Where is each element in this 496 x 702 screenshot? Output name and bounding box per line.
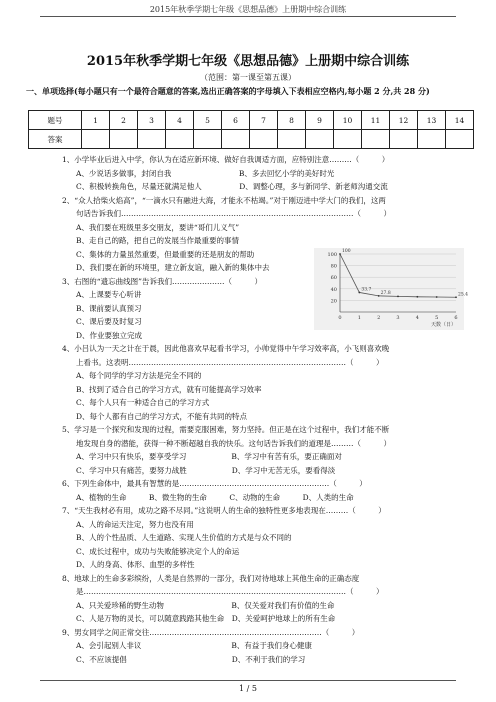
data-label: 100 (342, 249, 351, 254)
table-number-cell: 13 (418, 111, 446, 130)
answer-option: D、每个人都有自己的学习方式，不能有共同的特点 (76, 411, 248, 421)
answer-cell[interactable] (194, 130, 222, 149)
answer-option: C、积极转换角色，尽量还就满足他人 D、调整心理，多与新同学、新老师沟通交流 (76, 182, 388, 191)
y-tick-label: 60 (330, 275, 337, 282)
question-stem: 1、小学毕业后进入中学，你认为在适应新环境、做好自我调适方面，应特别注意………（ ） (62, 155, 390, 164)
x-tick-label: 2 (377, 315, 381, 321)
answer-option: A、少说话多做事，封闭自我 B、多去回忆小学的美好时光 (76, 168, 335, 178)
answer-cell[interactable] (446, 130, 474, 149)
data-point (397, 295, 399, 297)
question-stem: 6、下列生命体中，最具有智慧的是……………………………………………………（ ） (62, 479, 367, 488)
answer-cell[interactable] (390, 130, 418, 149)
table-number-cell: 1 (82, 111, 110, 130)
data-point (358, 292, 360, 294)
table-number-cell: 3 (138, 111, 166, 130)
document-title: 2015年秋季学期七年级《思想品德》上册期中综合训练 (86, 54, 410, 69)
answer-cell[interactable] (222, 130, 250, 149)
answer-option: C、成长过程中，成功与失败能够决定个人的命运 (76, 546, 240, 556)
forgetting-curve-chart (314, 248, 469, 330)
table-number-cell: 12 (390, 111, 418, 130)
answer-option: C、集体的力量虽然重要，但最重要的还是朋友的帮助 (76, 249, 255, 259)
answer-option: D、人的身高、体形、血型的多样性 (76, 560, 195, 569)
x-tick-label: 3 (396, 315, 400, 321)
answer-option: A、人的命运天注定，努力也没有用 (76, 519, 194, 529)
answer-option: B、找到了适合自己的学习方式，就有可能提高学习效率 (76, 384, 262, 394)
answer-cell[interactable] (166, 130, 194, 149)
table-number-cell: 14 (446, 111, 474, 130)
answer-cell[interactable] (138, 130, 166, 149)
answer-option: C、课后要及时复习 (76, 317, 142, 326)
answer-cell[interactable] (418, 130, 446, 149)
question-stem: 4、小吕认为一天之计在于晨，因此他喜欢早起看书学习，小帅觉得中午学习效率高，小飞则喜欢晚 (62, 344, 390, 353)
x-axis-label: 天数（日） (430, 322, 456, 328)
answer-option: A、我们要在班级里多交朋友，要讲“哥们儿义气” (76, 222, 240, 232)
question-stem: 3、右图的“遗忘曲线图”告诉我们…………………（ ） (62, 276, 262, 286)
answer-option: A、会引起别人非议 B、有益于我们身心健康 (76, 641, 312, 650)
answer-option: C、学习中只有痛苦，要努力战胜 D、学习中无苦无乐，要看得淡 (76, 465, 336, 475)
answer-option: D、作业要独立完成 (76, 330, 143, 340)
answer-cell[interactable] (250, 130, 278, 149)
answer-option: C、不应该提倡 D、不利于我们的学习 (76, 654, 306, 664)
y-tick-label: 40 (330, 286, 337, 293)
footer-divider (40, 680, 456, 681)
x-tick-label: 5 (435, 315, 439, 321)
data-label: 33.7 (361, 287, 372, 293)
answer-option: C、每个人只有一种适合自己的学习方式 (76, 398, 210, 407)
answer-table (28, 110, 474, 149)
table-number-cell: 11 (362, 111, 390, 130)
data-point (339, 253, 341, 255)
answer-cell[interactable] (306, 130, 334, 149)
page-number: 1 / 5 (239, 684, 257, 693)
question-stem: 7、“天生我材必有用，成功之路不尽同。”这说明人的生命的独特性更多地表现在………（ ） (62, 506, 386, 515)
question-stem: 2、“众人拾柴火焰高”，“一滴水只有融进大海，才能永不枯竭。”对于刚迈进中学大门的我们，这两 (62, 195, 386, 205)
answer-option: B、课前要认真预习 (76, 303, 142, 313)
question-text: 句话告诉我们…………………………………………………………………………………（ ） (76, 209, 391, 218)
row-label-number: 题号 (29, 111, 82, 130)
answer-table-number-row (29, 111, 474, 130)
y-tick-label: 20 (330, 298, 337, 305)
question-stem: 9、男女同学之间正常交往……………………………………………………………（ ） (62, 627, 360, 637)
table-number-cell: 7 (250, 111, 278, 130)
row-label-answer: 答案 (29, 130, 82, 149)
answer-cell[interactable] (334, 130, 362, 149)
table-number-cell: 4 (166, 111, 194, 130)
answer-option: B、走自己的路，把自己的发展当作最重要的事情 (76, 236, 240, 245)
data-point (455, 296, 457, 298)
x-tick-label: 6 (454, 315, 458, 321)
table-number-cell: 5 (194, 111, 222, 130)
page-header: 2015年秋季学期七年级《思想品德》上册期中综合训练 (149, 5, 347, 14)
data-point (436, 296, 438, 298)
answer-cell[interactable] (362, 130, 390, 149)
data-label: 25.4 (458, 292, 469, 298)
answer-cell[interactable] (82, 130, 110, 149)
data-label: 27.8 (380, 290, 391, 296)
table-number-cell: 8 (278, 111, 306, 130)
x-tick-label: 0 (338, 315, 342, 321)
answer-option: A、只关爱珍稀的野生动物 B、仅关爱对我们有价值的生命 (76, 600, 335, 610)
answer-option: A、上课要专心听讲 (76, 290, 142, 299)
answer-option: C、人是万物的灵长，可以随意践踏其他生命 D、关爱呵护地球上的所有生命 (76, 614, 336, 623)
answer-option: A、植物的生命 B、微生物的生命 C、动物的生命 D、人类的生命 (76, 492, 354, 502)
answer-table-answer-row (29, 130, 474, 149)
answer-option: B、人的个性品质、人生道路、实现人生价值的方式是与众不同的 (76, 533, 292, 542)
answer-cell[interactable] (110, 130, 138, 149)
x-tick-label: 1 (357, 315, 361, 321)
answer-cell[interactable] (278, 130, 306, 149)
table-number-cell: 10 (334, 111, 362, 130)
question-text: 上看书。这表明……………………………………………………………………………（ ） (76, 357, 384, 367)
answer-option: A、学习中只有快乐，要享受学习 B、学习中有苦有乐，要正确面对 (76, 452, 342, 461)
section-heading: 一、单项选择(每小题只有一个最符合题意的答案,选出正确答案的字母填入下表相应空格内,每小题 2 分,共 28 分) (26, 86, 430, 96)
x-tick-label: 4 (415, 315, 419, 321)
data-point (378, 295, 380, 297)
header-divider (40, 16, 456, 17)
answer-option: A、每个同学的学习方法是完全不同的 (76, 371, 202, 380)
question-text: 地发现自身的潜能，获得一种不断超越自我的快乐。这句话告诉我们的道理是………（ ） (76, 438, 391, 448)
table-number-cell: 2 (110, 111, 138, 130)
table-number-cell: 9 (306, 111, 334, 130)
table-number-cell: 6 (222, 111, 250, 130)
y-tick-label: 100 (327, 252, 337, 258)
y-tick-label: 80 (330, 263, 337, 270)
question-text: 是……………………………………………………………………………………………（ ） (76, 587, 384, 596)
data-point (416, 296, 418, 298)
question-stem: 5、学习是一个探究和发现的过程，需要克服困难，努力坚持。但正是在这个过程中，我们才能不断 (62, 425, 390, 434)
answer-option: D、我们要在新的环境里，建立新友谊，融入新的集体中去 (76, 263, 270, 272)
question-stem: 8、地球上的生命多彩缤纷，人类是自然界的一部分，我们对待地球上其他生命的正确态度 (62, 573, 360, 583)
scope-note: （范围：第一课至第五课） (200, 73, 296, 82)
